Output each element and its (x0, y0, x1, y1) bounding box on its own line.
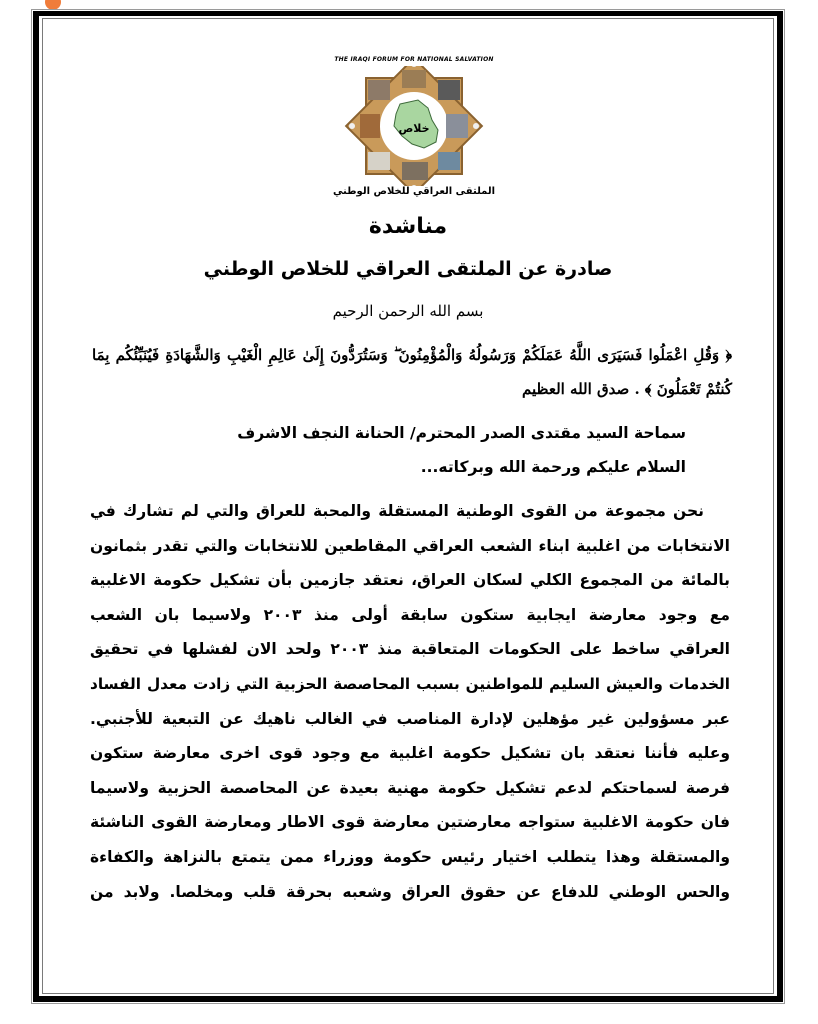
logo-emblem-icon (344, 66, 484, 186)
body-line: والحس الوطني للدفاع عن حقوق العراق وشعبه بحرقة قلب ومخلصا. ولابد من (90, 882, 730, 901)
document-subtitle: صادرة عن الملتقى العراقي للخلاص الوطني (203, 258, 613, 280)
logo-arabic-caption: الملتقى العراقي للخلاص الوطني (332, 186, 496, 197)
body-line: العراقي ساخط على الحكومات المتعاقبة منذ ٢٠٠٣ ولحد الان لفشلها في تحقيق (90, 640, 730, 659)
greeting-line: السلام عليكم ورحمة الله وبركاته... (420, 458, 686, 476)
forum-logo (330, 52, 498, 202)
logo-map-label: خلاص (398, 122, 430, 135)
body-line: وعليه فأننا نعتقد بان تشكيل حكومة اغلبية مع وجود قوى اخرى معارضة ستكون (90, 744, 730, 763)
document-title: مناشدة (368, 214, 448, 239)
body-line: والمستقلة وهذا يتطلب اختيار رئيس حكومة ووزراء ممن يتمتع بالنزاهة والكفاءة (90, 847, 730, 866)
body-line: عبر مسؤولين غير مؤهلين لإدارة المناصب في الغالب ناهيك عن التبعية للأجنبي. (90, 709, 730, 728)
body-line: الخدمات والعيش السليم للمواطنين بسبب المحاصصة الحزبية التي زادت معدل الفساد (90, 674, 730, 693)
body-line: فان حكومة الاغلبية ستواجه معارضتين معارضة قوى الاطار ومعارضة القوى الناشئة (90, 813, 730, 832)
body-line: مع وجود معارضة ايجابية ستكون سابقة أولى منذ ٢٠٠٣ ولاسيما بان الشعب (90, 605, 730, 624)
body-line: بالمائة من المجموع الكلي لسكان العراق، نعتقد جازمين بأن تشكيل حكومة الاغلبية (90, 571, 730, 590)
logo-photo-tile (368, 80, 390, 100)
body-line: الانتخابات من اغلبية ابناء الشعب العراقي المقاطعين للانتخابات والتي تقدر بثمانون (90, 536, 730, 555)
basmala: بسم الله الرحمن الرحيم (332, 302, 484, 320)
body-line: نحن مجموعة من القوى الوطنية المستقلة والمحبة للعراق والتي لم تشارك في (90, 502, 704, 520)
document-page (48, 24, 768, 990)
salutation-line: سماحة السيد مقتدى الصدر المحترم/ الحنانة النجف الاشرف (237, 424, 686, 442)
quran-verse: ﴿ وَقُلِ اعْمَلُوا فَسَيَرَى اللَّهُ عَمَلَكُمْ وَرَسُولُهُ وَالْمُؤْمِنُونَ ۖ وَسَتُرَدُّونَ إِلَىٰ عَالِمِ الْغَيْبِ وَالشَّهَادَةِ فَيُنَبِّئُكُم بِمَا كُنتُمْ تَعْمَلُونَ ﴾ . صدق الله العظيم (92, 346, 732, 398)
logo-english-caption: THE IRAQI FORUM FOR NATIONAL SALVATION (334, 56, 494, 63)
letter-body (90, 494, 730, 909)
body-line: فرصة لسماحتكم لدعم تشكيل حكومة مهنية بعيدة عن المحاصصة الحزبية ولاسيما (90, 778, 730, 797)
